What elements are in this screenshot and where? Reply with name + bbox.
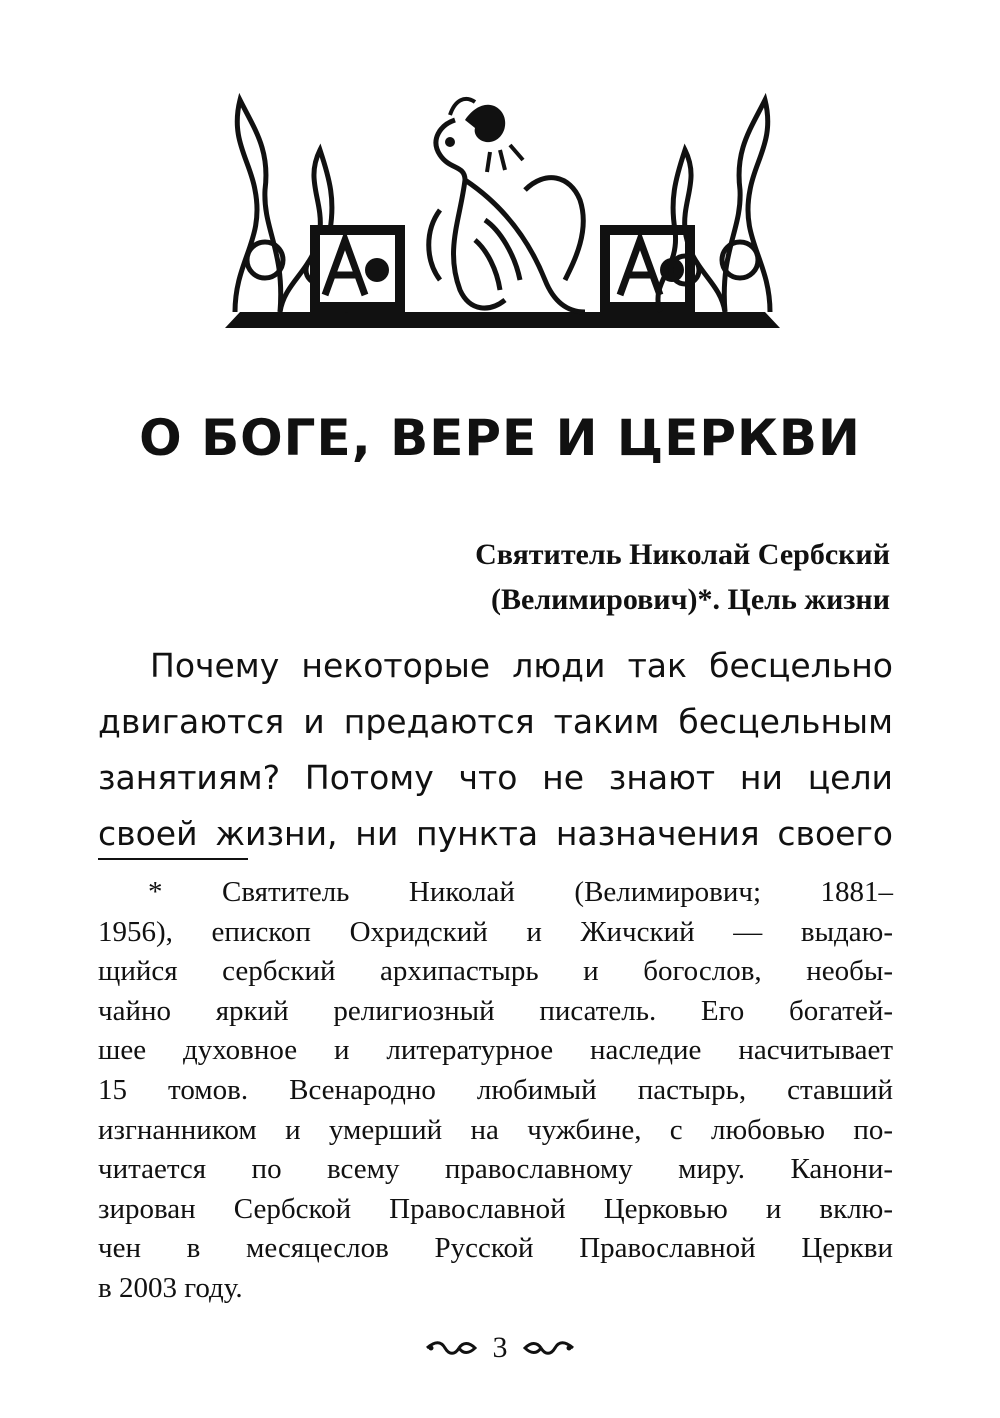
chapter-title: О БОГЕ, ВЕРЕ И ЦЕРКВИ (139, 409, 861, 467)
footnote-line: чен в месяцеслов Русской Православной Церкви (98, 1232, 893, 1265)
body-line: двигаются и предаются таким бесцельным (98, 702, 893, 741)
page-number: 3 (492, 1331, 508, 1365)
footnote-separator (98, 858, 248, 860)
byline-line: (Велимирович)*. Цель жизни (491, 583, 890, 616)
footnote-line: щийся сербский архипастырь и богослов, необы- (98, 955, 893, 988)
body-line: занятиям? Потому что не знают ни цели (98, 758, 893, 797)
footnote (98, 873, 893, 1309)
flourish-right-icon (523, 1328, 575, 1368)
body-line: Почему некоторые люди так бесцельно (150, 646, 893, 685)
footnote-line: 1956), епископ Охридский и Жичский — выдаю- (98, 915, 893, 948)
body-line: своей жизни, ни пункта назначения своего (98, 814, 893, 853)
body-paragraph (98, 638, 893, 862)
flourish-left-icon (425, 1328, 477, 1368)
decorative-headpiece-ornament (225, 80, 780, 332)
footnote-line: изгнанником и умерший на чужбине, с любовью по- (98, 1113, 893, 1146)
footnote-line: * Святитель Николай (Велимирович; 1881– (148, 876, 893, 908)
footnote-line: чайно яркий религиозный писатель. Его богатей- (98, 994, 893, 1027)
byline-line: Святитель Николай Сербский (475, 538, 890, 571)
page-number-folio (0, 1326, 1000, 1368)
footnote-line: зирован Сербской Православной Церковью и вклю- (98, 1192, 893, 1225)
author-byline (190, 532, 890, 622)
footnote-line: шее духовное и литературное наследие насчитывает (98, 1034, 893, 1067)
footnote-line: 15 томов. Всенародно любимый пастырь, ставший (98, 1073, 893, 1106)
footnote-line: читается по всему православному миру. Канони- (98, 1153, 893, 1186)
footnote-line: в 2003 году. (98, 1271, 243, 1304)
